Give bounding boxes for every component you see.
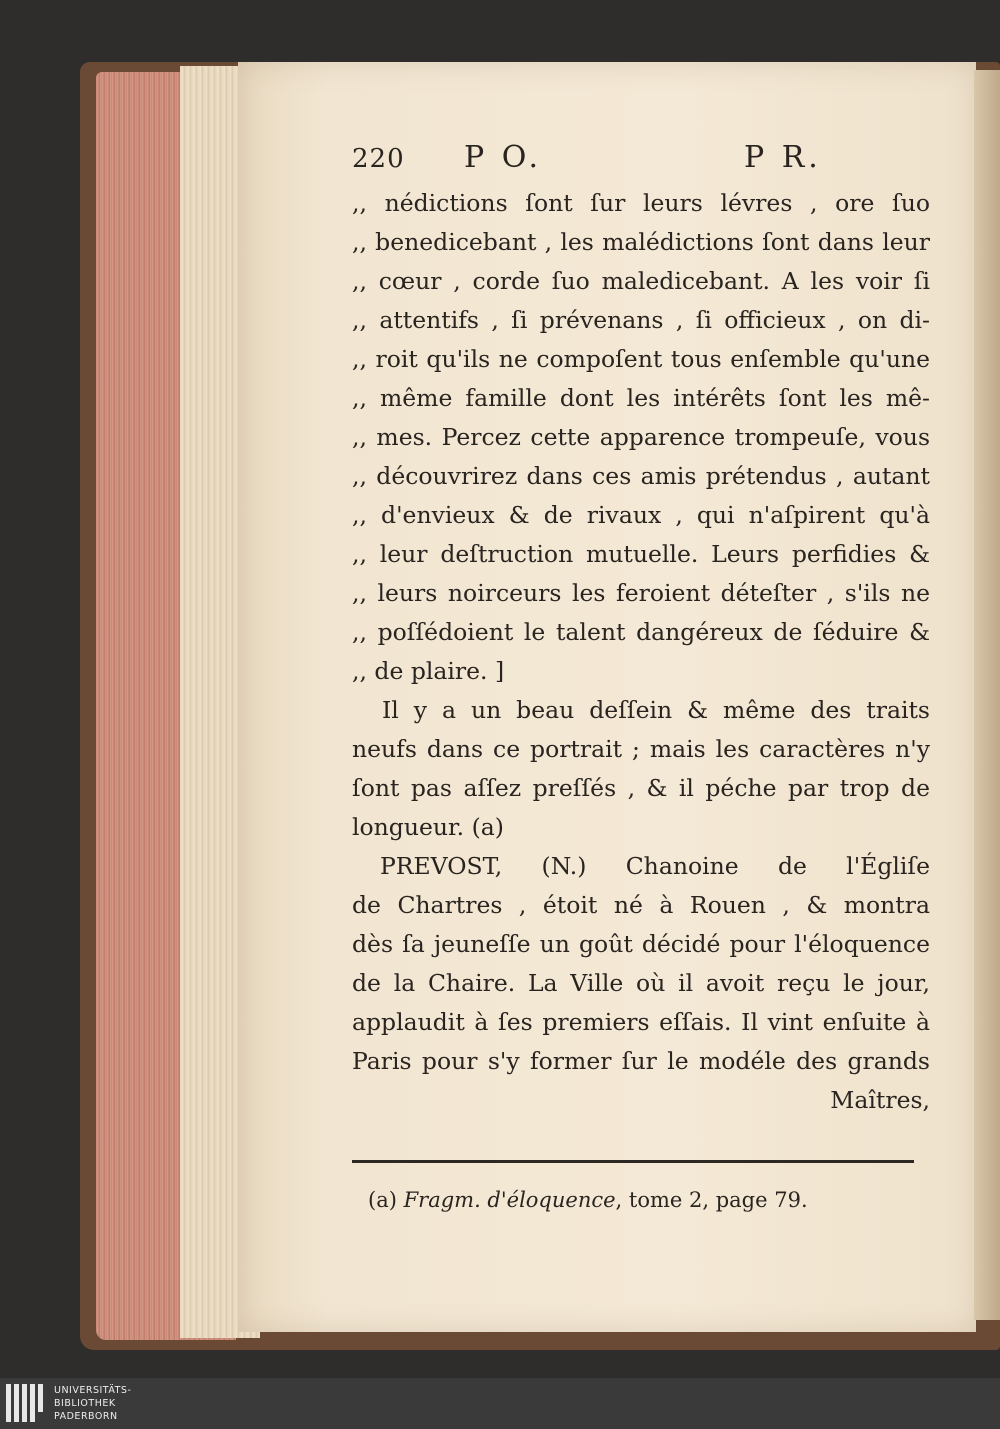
text-line: ,, mes. Percez cette apparence trompeuſe, vous (352, 423, 930, 451)
text-line: ſont pas aſſez preſſés , & il péche par trop de (352, 774, 930, 802)
library-name-line1: UNIVERSITÄTS- (54, 1385, 132, 1396)
page-number: 220 (352, 144, 405, 174)
text-line: ,, benedicebant , les malédictions ſont dans leur (352, 228, 930, 256)
text-line: Il y a un beau deſſein & même des traits (382, 696, 930, 724)
text-line: ,, cœur , corde ſuo maledicebant. A les voir ſi (352, 267, 930, 295)
library-name-line3: PADERBORN (54, 1411, 118, 1422)
facing-page-edge (974, 70, 1000, 1320)
entry-heading-line: PREVOST, (N.) Chanoine de l'Égliſe (380, 852, 930, 880)
footnote-rest: , tome 2, page 79. (615, 1188, 808, 1212)
footnote-source: Fragm. d'éloquence (403, 1188, 616, 1212)
running-header (352, 140, 932, 180)
text-line: Paris pour s'y former ſur le modéle des grands (352, 1047, 930, 1075)
library-name-line2: BIBLIOTHEK (54, 1398, 116, 1409)
text-line: de la Chaire. La Ville où il avoit reçu le jour, (352, 969, 930, 997)
text-line: de Chartres , étoit né à Rouen , & montra (352, 891, 930, 919)
text-line: neufs dans ce portrait ; mais les caractères n'y (352, 735, 930, 763)
text-line: longueur. (a) (352, 813, 504, 841)
text-line: ,, même famille dont les intérêts ſont les mê- (352, 384, 930, 412)
catchword: Maîtres, (830, 1086, 930, 1114)
text-line: dès ſa jeuneſſe un goût décidé pour l'éloquence (352, 930, 930, 958)
text-line: ,, leurs noirceurs les feroient déteſter , s'ils ne (352, 579, 930, 607)
library-banner (0, 1378, 1000, 1429)
text-line: ,, d'envieux & de rivaux , qui n'aſpirent qu'à (352, 501, 930, 529)
text-line: ,, attentifs , ſi prévenans , ſi officieux , on di- (352, 306, 930, 334)
text-line: ,, de plaire. ] (352, 657, 505, 685)
text-line: applaudit à ſes premiers eſſais. Il vint enſuite à (352, 1008, 930, 1036)
header-left: P O. (464, 140, 543, 175)
footnote-marker: (a) (368, 1188, 397, 1212)
text-line: ,, découvrirez dans ces amis prétendus , autant (352, 462, 930, 490)
footnote-rule (352, 1160, 914, 1163)
library-name (54, 1384, 254, 1423)
footnote (368, 1188, 808, 1212)
text-line: ,, nédictions ſont ſur leurs lévres , ore ſuo (352, 189, 930, 217)
text-line: ,, leur deſtruction mutuelle. Leurs perfidies & (352, 540, 930, 568)
text-line: ,, roit qu'ils ne compoſent tous enſemble qu'une (352, 345, 930, 373)
library-logo-icon (6, 1384, 46, 1422)
page-body (352, 184, 930, 1120)
text-line: ,, poſſédoient le talent dangéreux de ſéduire & (352, 618, 930, 646)
header-right: P R. (744, 140, 822, 175)
